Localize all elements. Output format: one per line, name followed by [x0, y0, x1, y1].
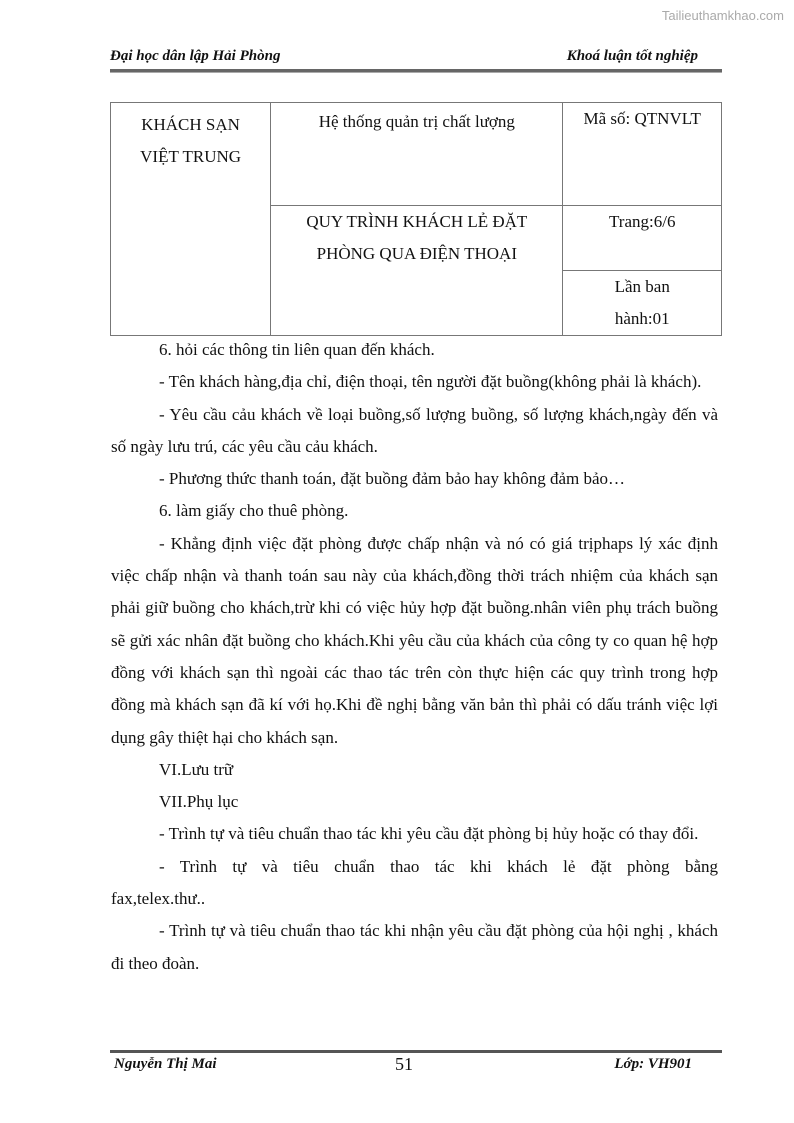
paragraph: 6. làm giấy cho thuê phòng. — [159, 501, 349, 521]
paragraph: - Trình tự và tiêu chuẩn thao tác khi yêu cầu đặt phòng bị hủy hoặc có thay đổi. — [159, 824, 699, 844]
footer-rule — [110, 1050, 722, 1053]
header-university: Đại học dân lập Hải Phòng — [110, 48, 281, 64]
paragraph: - Khẳng định việc đặt phòng được chấp nhận và nó có giá trịphaps lý xác định việc chấp nhận và thanh toán sau này của khách,đồng thời trách nhiệm của khách sạn phải giữ buồng cho khách,trừ khi có việc hủy hợp đặt buồng.nhân viên phụ trách buồng sẽ gửi xác nhân đặt buồng cho khách.Khi yêu cầu của khách của công ty co quan hệ hợp đồng với khách sạn thì ngoài các thao tác trên còn thực hiện các quy trình trong hợp đồng mà khách sạn đã kí với họ.Khi đề nghị bằng văn bản thì phải có dấu tránh việc lợi dụng gây thiệt hại cho khách sạn. — [111, 533, 718, 747]
page-header — [110, 48, 720, 70]
page-number: 51 — [395, 1054, 413, 1074]
page-cell: Trang:6/6 — [563, 206, 722, 271]
header-thesis: Khoá luận tốt nghiệp — [566, 48, 698, 64]
watermark: Tailieuthamkhao.com — [661, 8, 784, 23]
footer-author: Nguyễn Thị Mai — [114, 1056, 217, 1072]
paragraph: - Trình tự và tiêu chuẩn thao tác khi nhận yêu cầu đặt phòng của hội nghị , khách đi theo đoàn. — [111, 921, 718, 973]
paragraph: - Trình tự và tiêu chuẩn thao tác khi khách lẻ đặt phòng bằng fax,telex.thư.. — [111, 856, 718, 909]
paragraph: - Phương thức thanh toán, đặt buồng đảm bảo hay không đảm bảo… — [159, 469, 626, 489]
procedure-title-cell: QUY TRÌNH KHÁCH LẺ ĐẶT PHÒNG QUA ĐIỆN THOẠI — [271, 206, 563, 336]
paragraph: 6. hỏi các thông tin liên quan đến khách. — [159, 340, 435, 359]
paragraph: - Tên khách hàng,địa chỉ, điện thoại, tên người đặt buồng(không phải là khách). — [159, 372, 702, 392]
edition-cell: Lần ban hành:01 — [563, 271, 722, 336]
code-cell: Mã số: QTNVLT — [563, 103, 722, 206]
document-control-table — [110, 102, 722, 336]
footer-class: Lớp: VH901 — [614, 1056, 692, 1072]
paragraph: - Yêu cầu cảu khách về loại buồng,số lượng buồng, số lượng khách,ngày đến và số ngày lưu trú, các yêu cầu cảu khách. — [111, 404, 718, 456]
paragraph: VII.Phụ lục — [159, 792, 239, 812]
body-text — [111, 334, 718, 980]
paragraph: VI.Lưu trữ — [159, 759, 234, 779]
system-cell: Hệ thống quản trị chất lượng — [271, 103, 563, 206]
hotel-name-cell: KHÁCH SẠN VIỆT TRUNG — [111, 103, 271, 336]
header-rule — [110, 69, 722, 73]
